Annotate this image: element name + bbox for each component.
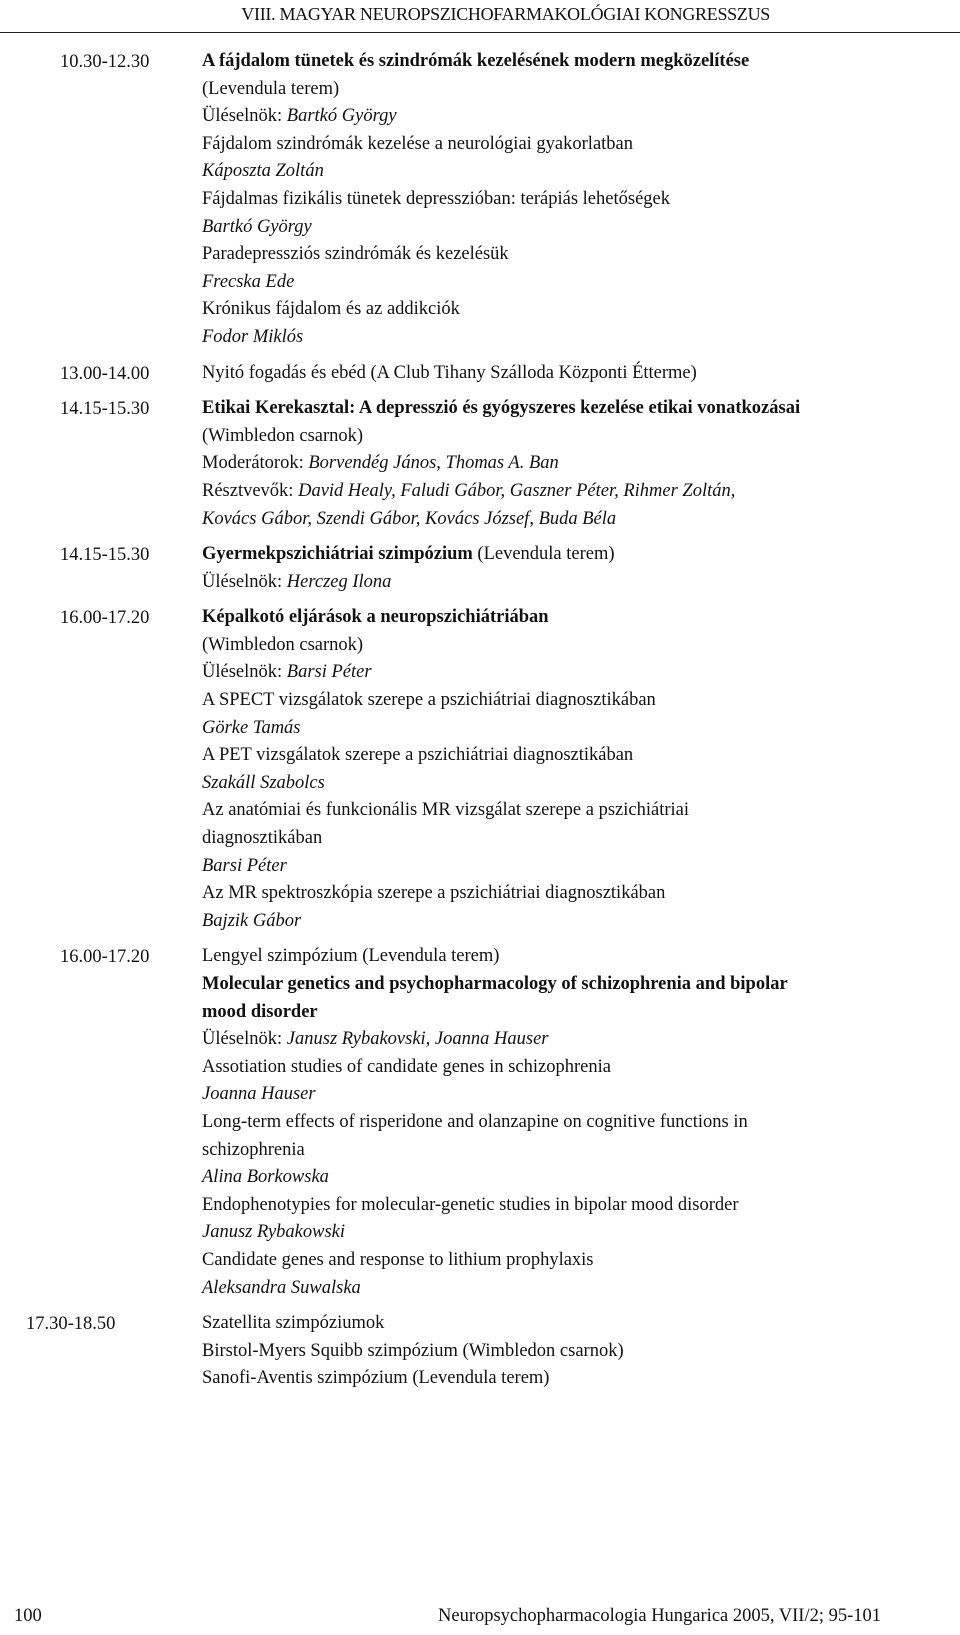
speaker-name: Frecska Ede	[202, 271, 295, 292]
session-details	[202, 604, 940, 935]
program-line: Az MR spektroszkópia szerepe a pszichiátriai diagnosztikában	[202, 883, 666, 904]
speaker-name: Görke Tamás	[202, 717, 301, 738]
session-title-line	[202, 541, 940, 569]
session-time: 17.30-18.50	[26, 1314, 116, 1335]
session-title: Etikai Kerekasztal: A depresszió és gyógyszeres kezelése etikai vonatkozásai	[202, 398, 801, 419]
program-line: Krónikus fájdalom és az addikciók	[202, 299, 460, 320]
program-list	[0, 48, 960, 1401]
session-title: A fájdalom tünetek és szindrómák kezelésének modern megközelítése	[202, 51, 750, 71]
session-details	[202, 395, 940, 533]
role-label: Üléselnök:	[202, 662, 287, 683]
session-details	[202, 360, 940, 388]
speaker-name: Bartkó György	[202, 216, 312, 237]
session-time: 13.00-14.00	[60, 363, 150, 384]
chair-line	[202, 450, 940, 478]
program-line: Az anatómiai és funkcionális MR vizsgálat szerepe a pszichiátriai	[202, 800, 689, 821]
session-title: Gyermekpszichiátriai szimpózium	[202, 544, 473, 565]
running-header	[0, 0, 960, 33]
role-label: Résztvevők:	[202, 480, 299, 501]
page-number: 100	[14, 1606, 42, 1626]
speaker-name: Káposzta Zoltán	[202, 161, 324, 182]
speaker-name: Janusz Rybakowski	[202, 1222, 346, 1243]
program-line: Fájdalom szindrómák kezelése a neurológiai gyakorlatban	[202, 133, 634, 154]
program-line: A PET vizsgálatok szerepe a pszichiátriai diagnosztikában	[202, 745, 634, 766]
speaker-name: Aleksandra Suwalska	[202, 1277, 361, 1298]
program-line: A SPECT vizsgálatok szerepe a pszichiátriai diagnosztikában	[202, 690, 656, 711]
journal-citation: Neuropsychopharmacologia Hungarica 2005, VII/2; 95-101	[438, 1606, 882, 1626]
chair-line	[202, 1026, 940, 1054]
session-details	[202, 1310, 940, 1393]
session-block	[0, 48, 960, 352]
person-names: Bartkó György	[286, 106, 397, 127]
session-block	[0, 943, 960, 1302]
program-line: (Wimbledon csarnok)	[202, 634, 364, 655]
program-line: diagnosztikában	[202, 828, 323, 849]
person-names: Borvendég János, Thomas A. Ban	[308, 453, 559, 474]
session-time: 14.15-15.30	[60, 399, 150, 420]
header-title: VIII. MAGYAR NEUROPSZICHOFARMAKOLÓGIAI KONGRESSZUS	[241, 4, 770, 24]
session-block	[0, 395, 960, 533]
chair-line	[202, 103, 940, 131]
session-details	[202, 943, 940, 1302]
session-details	[202, 48, 940, 352]
session-block	[0, 1310, 960, 1393]
session-block	[0, 541, 960, 596]
session-title: mood disorder	[202, 1001, 318, 1022]
session-block	[0, 360, 960, 388]
session-time: 14.15-15.30	[60, 545, 150, 566]
person-names: Janusz Rybakovski, Joanna Hauser	[286, 1029, 549, 1050]
session-time: 16.00-17.20	[60, 608, 150, 629]
speaker-name: Barsi Péter	[202, 855, 287, 876]
speaker-name: Alina Borkowska	[202, 1167, 329, 1188]
program-line: Endophenotypies for molecular-genetic studies in bipolar mood disorder	[202, 1194, 739, 1215]
chair-line	[202, 478, 940, 506]
person-names: David Healy, Faludi Gábor, Gaszner Péter, Rihmer Zoltán,	[298, 480, 736, 501]
person-names: Herczeg Ilona	[286, 571, 392, 592]
person-names: Barsi Péter	[286, 662, 372, 683]
role-label: Üléselnök:	[202, 106, 287, 127]
speaker-name: Joanna Hauser	[202, 1084, 316, 1105]
program-line: schizophrenia	[202, 1139, 305, 1160]
program-line: Lengyel szimpózium (Levendula terem)	[202, 946, 500, 967]
program-line: Long-term effects of risperidone and olanzapine on cognitive functions in	[202, 1111, 748, 1132]
program-line: Nyitó fogadás és ebéd (A Club Tihany Szálloda Központi Étterme)	[202, 362, 697, 383]
program-line: Candidate genes and response to lithium prophylaxis	[202, 1249, 594, 1270]
program-line: Paradepressziós szindrómák és kezelésük	[202, 244, 509, 265]
role-label: Üléselnök:	[202, 571, 287, 592]
program-line: Fájdalmas fizikális tünetek depresszióban: terápiás lehetőségek	[202, 188, 670, 209]
session-title: Molecular genetics and psychopharmacology of schizophrenia and bipolar	[202, 974, 788, 994]
speaker-name: Kovács Gábor, Szendi Gábor, Kovács József, Buda Béla	[202, 508, 617, 529]
speaker-name: Szakáll Szabolcs	[202, 772, 325, 793]
program-line: Szatellita szimpóziumok	[202, 1313, 385, 1334]
role-label: Üléselnök:	[202, 1029, 287, 1050]
session-time: 16.00-17.20	[60, 947, 150, 968]
role-label: Moderátorok:	[202, 453, 309, 474]
program-line: (Wimbledon csarnok)	[202, 425, 364, 446]
chair-line	[202, 659, 940, 687]
speaker-name: Fodor Miklós	[202, 326, 304, 347]
session-block	[0, 604, 960, 935]
program-line: Sanofi-Aventis szimpózium (Levendula terem)	[202, 1368, 550, 1389]
venue: (Levendula terem)	[472, 544, 615, 565]
program-line: Birstol-Myers Squibb szimpózium (Wimbledon csarnok)	[202, 1340, 624, 1361]
speaker-name: Bajzik Gábor	[202, 910, 302, 931]
program-line: (Levendula terem)	[202, 78, 340, 99]
session-title: Képalkotó eljárások a neuropszichiátriában	[202, 607, 549, 628]
program-line: Assotiation studies of candidate genes in schizophrenia	[202, 1056, 611, 1077]
chair-line	[202, 569, 940, 597]
session-time: 10.30-12.30	[60, 52, 150, 72]
session-details	[202, 541, 940, 596]
